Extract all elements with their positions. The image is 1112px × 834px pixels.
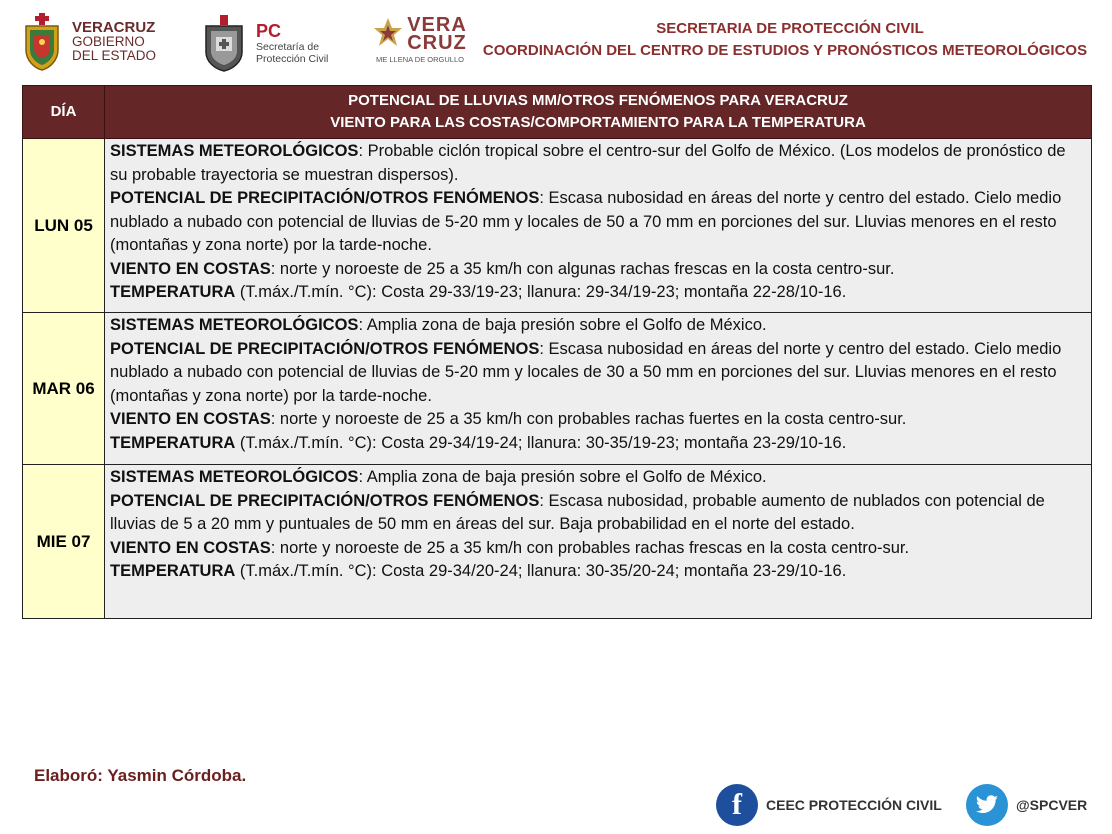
viento-label: VIENTO EN COSTAS — [110, 259, 271, 278]
temp-paragraph — [110, 432, 1085, 456]
column-header-line-1: POTENCIAL DE LLUVIAS MM/OTROS FENÓMENOS PARA VERACRUZ — [348, 92, 848, 109]
author-credit: Elaboró: Yasmin Córdoba. — [34, 766, 247, 785]
logo-line-gobierno: GOBIERNO — [72, 34, 145, 49]
viento-text: : norte y noroeste de 25 a 35 km/h con probables rachas frescas en la costa centro-sur. — [270, 538, 910, 557]
forecast-cell — [105, 139, 1092, 313]
brand-tagline: ME LLENA DE ORGULLO — [376, 55, 464, 64]
precip-paragraph — [110, 187, 1085, 258]
twitter-link[interactable] — [966, 784, 1087, 826]
brand-word-cruz: CRUZ — [407, 32, 467, 54]
veracruz-government-logo — [20, 12, 156, 72]
facebook-icon: f — [716, 784, 758, 826]
sistemas-paragraph — [110, 314, 1085, 338]
veracruz-brand-logo — [374, 16, 466, 64]
precip-paragraph — [110, 338, 1085, 409]
viento-text: : norte y noroeste de 25 a 35 km/h con algunas rachas frescas en la costa centro-sur. — [270, 259, 895, 278]
precip-label: POTENCIAL DE PRECIPITACIÓN/OTROS FENÓMENOS — [110, 491, 540, 510]
precip-label: POTENCIAL DE PRECIPITACIÓN/OTROS FENÓMENOS — [110, 189, 540, 207]
page-header — [0, 0, 1112, 80]
table-row — [23, 313, 1092, 465]
viento-paragraph — [110, 258, 1085, 282]
viento-text: : norte y noroeste de 25 a 35 km/h con probables rachas fuertes en la costa centro-sur. — [270, 410, 907, 428]
temp-text: (T.máx./T.mín. °C): Costa 29-34/19-24; llanura: 30-35/19-23; montaña 23-29/10-16. — [235, 433, 847, 452]
sistemas-paragraph — [110, 140, 1085, 187]
table-row — [23, 139, 1092, 313]
facebook-link[interactable] — [716, 784, 942, 826]
brand-star-icon — [373, 16, 403, 52]
precip-text: : Escasa nubosidad, probable aumento de nublados con potencial de lluvias de 5 a 20 mm y puntuales de 50 mm en áreas del sur. Baja probabilidad en el norte del estado. — [110, 491, 1045, 533]
logo-line-del-estado: DEL ESTADO — [72, 48, 157, 63]
sistemas-paragraph — [110, 466, 1085, 490]
facebook-label: CEEC PROTECCIÓN CIVIL — [766, 797, 942, 813]
brand-word-vera: VERA — [407, 14, 467, 36]
day-cell: MAR 06 — [23, 313, 105, 465]
temp-paragraph — [110, 281, 1085, 305]
precip-text: : Escasa nubosidad en áreas del norte y centro del estado. Cielo medio nublado a nubado con potencial de lluvias de 5-20 mm y locales de 50 a 70 mm en porciones del sur. Lluvias menores en el resto (montañas y zona norte) por la tarde-noche. — [110, 189, 1062, 254]
logo-line-veracruz: VERACRUZ — [72, 19, 156, 36]
temp-label: TEMPERATURA — [110, 433, 236, 452]
sistemas-text: : Probable ciclón tropical sobre el centro-sur del Golfo de México. (Los modelos de pronóstico de su probable trayectoria se muestran dispersos). — [110, 142, 1066, 184]
precip-paragraph — [110, 490, 1085, 537]
pc-logo-line3: Protección Civil — [256, 53, 329, 65]
column-header-day: DÍA — [23, 86, 105, 139]
column-header-line-2: VIENTO PARA LAS COSTAS/COMPORTAMIENTO PARA LA TEMPERATURA — [330, 114, 866, 131]
title-line-1: SECRETARIA DE PROTECCIÓN CIVIL — [656, 20, 924, 37]
viento-paragraph — [110, 408, 1085, 432]
temp-label: TEMPERATURA — [110, 562, 236, 580]
twitter-bird-glyph — [975, 795, 999, 815]
temp-label: TEMPERATURA — [110, 283, 236, 301]
forecast-cell — [105, 313, 1092, 465]
forecast-cell — [105, 465, 1092, 619]
sistemas-label: SISTEMAS METEOROLÓGICOS — [110, 316, 359, 334]
viento-label: VIENTO EN COSTAS — [110, 538, 271, 557]
day-cell: LUN 05 — [23, 139, 105, 313]
pc-seal-icon — [200, 14, 248, 72]
temp-text: (T.máx./T.mín. °C): Costa 29-34/20-24; llanura: 30-35/20-24; montaña 23-29/10-16. — [235, 562, 847, 580]
pc-logo-line2: Secretaría de — [256, 41, 320, 53]
column-header-forecast — [105, 86, 1092, 139]
temp-paragraph — [110, 560, 1085, 584]
sistemas-label: SISTEMAS METEOROLÓGICOS — [110, 468, 359, 486]
proteccion-civil-logo — [200, 14, 328, 72]
twitter-label: @SPCVER — [1016, 797, 1088, 813]
sistemas-label: SISTEMAS METEOROLÓGICOS — [110, 142, 359, 160]
viento-label: VIENTO EN COSTAS — [110, 410, 271, 428]
sistemas-text: : Amplia zona de baja presión sobre el Golfo de México. — [358, 316, 767, 334]
precip-text: : Escasa nubosidad en áreas del norte y centro del estado. Cielo medio nublado a nubado con potencial de lluvias de 5-20 mm y locales de 30 a 50 mm en porciones del sur. Lluvias menores en el resto (montañas y zona norte) por la tarde-noche. — [110, 339, 1062, 405]
document-title — [470, 18, 1100, 62]
table-header-row — [23, 86, 1092, 139]
sistemas-text: : Amplia zona de baja presión sobre el Golfo de México. — [358, 468, 767, 486]
twitter-icon — [966, 784, 1008, 826]
state-crest-icon — [20, 12, 64, 72]
table-row — [23, 465, 1092, 619]
viento-paragraph — [110, 537, 1085, 561]
temp-text: (T.máx./T.mín. °C): Costa 29-33/19-23; llanura: 29-34/19-23; montaña 22-28/10-16. — [235, 283, 847, 301]
title-line-2: COORDINACIÓN DEL CENTRO DE ESTUDIOS Y PRONÓSTICOS METEOROLÓGICOS — [482, 42, 1088, 59]
day-cell: MIE 07 — [23, 465, 105, 619]
forecast-table — [22, 85, 1092, 619]
pc-logo-title: PC — [256, 21, 282, 41]
precip-label: POTENCIAL DE PRECIPITACIÓN/OTROS FENÓMENOS — [110, 339, 540, 358]
